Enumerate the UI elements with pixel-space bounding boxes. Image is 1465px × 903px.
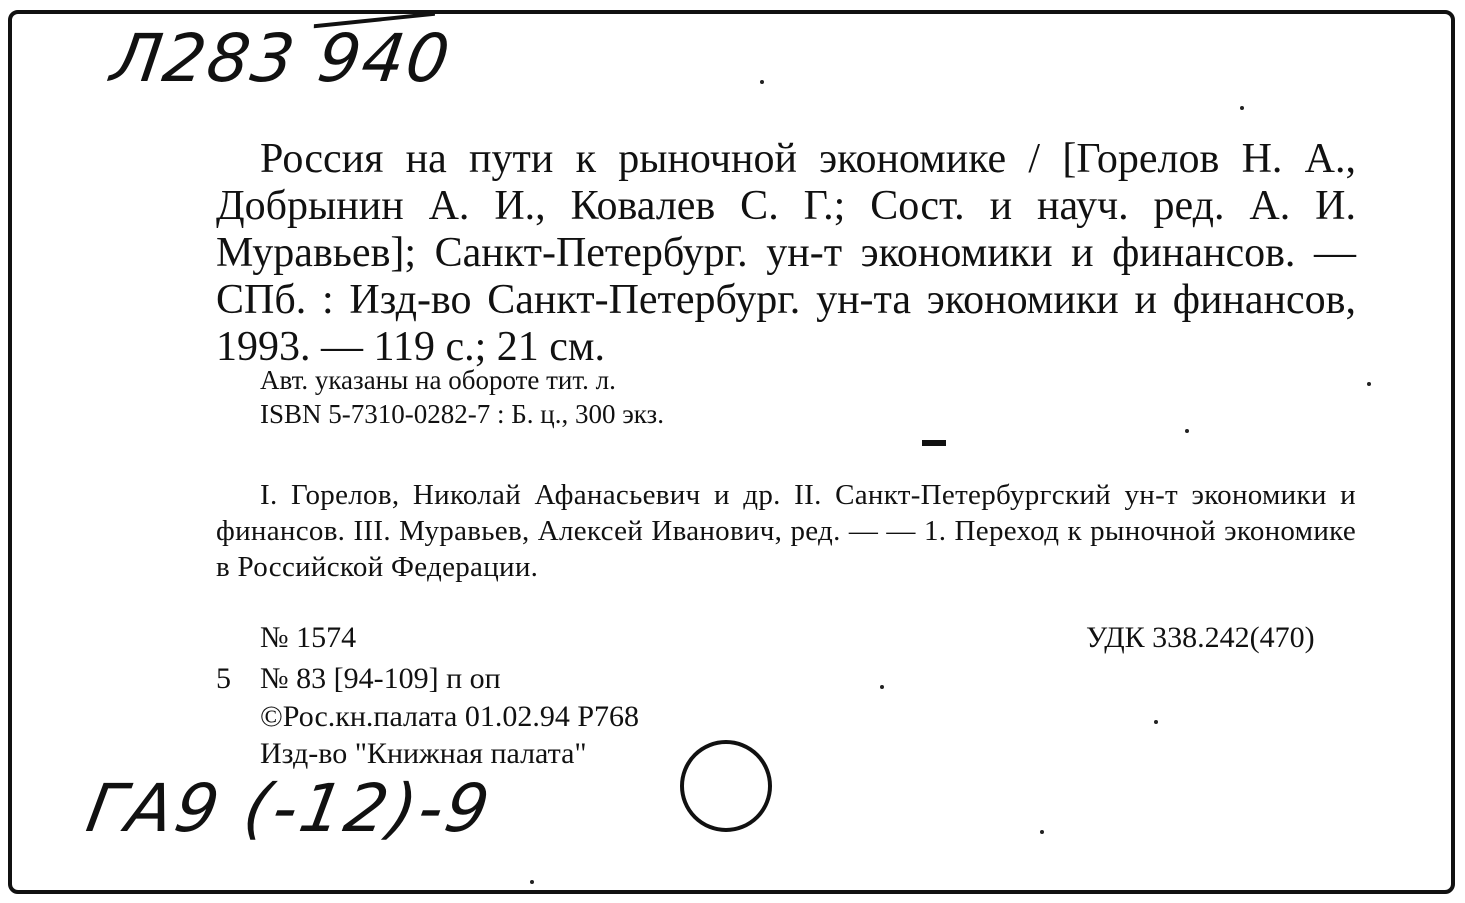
authors-note: Авт. указаны на обороте тит. л. [260,365,616,395]
tracings-block: I. Горелов, Николай Афанасьевич и др. II. Санкт-Петербургский ун-т экономики и финансов. III. Муравьев, Алексей Иванович, ред. — — 1. Переход к рыночной экономике в Российской Федерации. [216,479,1356,583]
card-number: № 1574 [260,621,357,654]
inventory-number-handwritten [107,20,456,97]
speck [1040,830,1044,834]
separator-dash [922,440,946,446]
speck [1154,720,1158,724]
bibliographic-description: Россия на пути к рыночной экономике / [Горелов Н. А., Добрынин А. И., Ковалев С. Г.; Сост. и науч. ред. А. И. Муравьев]; Санкт-Петербург. ун-т экономики и финансов. — СПб. : Изд-во Санкт-Петербург. ун-та экономики и финансов, 1993. — 119 с.; 21 см. [216,136,1356,370]
speck [880,685,884,689]
sequence-line: № 83 [94-109] п оп [260,662,501,695]
speck [1240,106,1244,110]
stamp-circle [680,740,772,832]
publisher-line: Изд-во "Книжная палата" [260,737,587,770]
copyright-line: ©Рос.кн.палата 01.02.94 Р768 [260,700,640,733]
inventory-number-text: Л283 940 [106,20,456,97]
shelf-mark-handwritten: ГА9 (-12)-9 [81,770,498,847]
udk-code: УДК 338.242(470) [1086,621,1315,654]
lead-digit: 5 [216,662,231,695]
speck [1185,429,1189,433]
isbn-line: ISBN 5-7310-0282-7 : Б. ц., 300 экз. [260,399,664,429]
speck [530,880,534,884]
speck [1367,382,1371,386]
speck [760,80,764,84]
